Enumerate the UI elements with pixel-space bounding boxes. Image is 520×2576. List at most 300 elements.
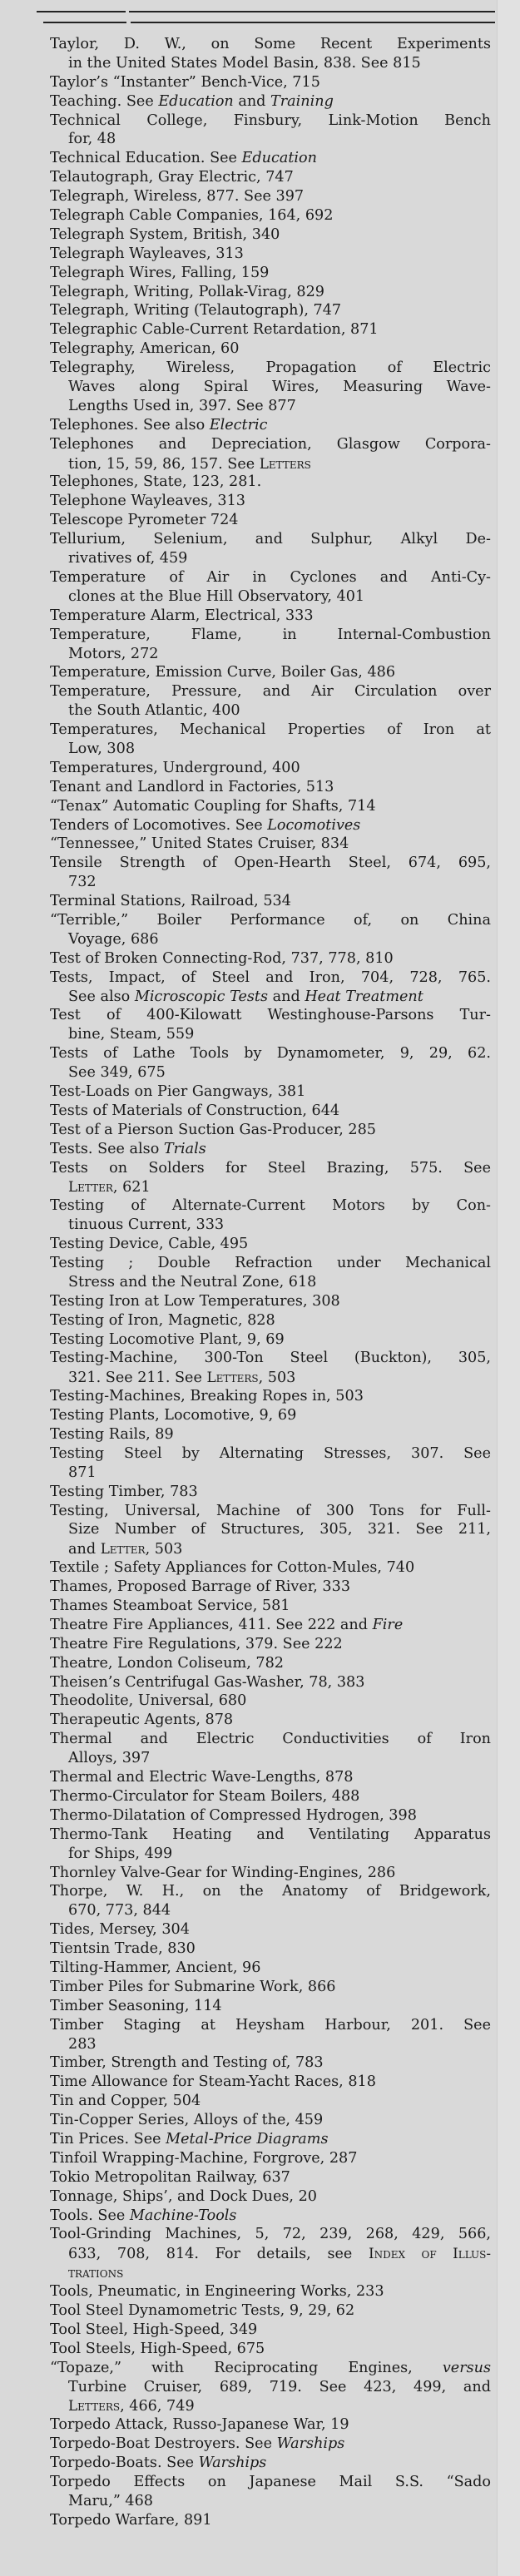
index-entry [50,2207,491,2226]
entry-heading-line [50,1806,491,1825]
entry-text: , 503 [145,1541,183,1558]
entry-heading-line [50,301,491,320]
index-entry [50,2225,491,2282]
index-entry [50,1558,491,1578]
entry-text: Testing Iron at Low Temperatures, 308 [50,1292,340,1310]
entry-heading-line [50,187,491,206]
entry-heading-line [50,2454,491,2473]
entry-heading-line [50,1882,491,1901]
entry-continuation-line [50,2263,491,2282]
entry-heading-line [50,1159,491,1178]
entry-text: Tientsin Trade, 830 [50,1940,196,1958]
index-entry [50,949,491,968]
index-entry [50,1502,491,1559]
entry-continuation-line [50,1539,491,1558]
entry-text: Tool-Grinding Machines, 5, 72, 239, 268, 429, 566, [50,2226,491,2243]
entry-heading-line [50,492,491,511]
entry-heading-line [50,2415,491,2435]
index-entry [50,1006,491,1044]
index-entry [50,1159,491,1197]
entry-text: Tests. See also [50,1140,164,1157]
index-entry [50,149,491,168]
entry-text: Teaching. See [50,92,159,110]
index-entry [50,1711,491,1730]
index-entry [50,835,491,854]
entry-text: Thermal and Electric Wave-Lengths, 878 [50,1769,354,1786]
index-entry [50,1768,491,1787]
entry-text: , 621 [112,1179,151,1196]
entry-heading-line [50,283,491,302]
entry-text: Telephones, State, 123, 281. [50,473,262,491]
entry-heading-line [50,1978,491,1997]
entry-text: Torpedo Attack, Russo-Japanese War, 19 [50,2416,349,2434]
entry-text: “Terrible,” Boiler Performance of, on China [50,911,491,929]
entry-text: Temperature, Pressure, and Air Circulation over [50,683,491,701]
entry-text: “Topaze,” with Reciprocating Engines, [50,2359,443,2376]
entry-text: Telegraph, Wireless, 877. See 397 [50,188,305,206]
entry-continuation-line [50,1025,491,1044]
entry-heading-line [50,1787,491,1806]
entry-text: Telegraph System, British, 340 [50,225,280,243]
index-entry [50,359,491,416]
index-entry [50,1978,491,1997]
cross-reference-italic: Education [158,92,234,110]
index-entry [50,1825,491,1864]
entry-heading-line [50,339,491,359]
header-rule [43,22,126,23]
entry-text: Thorpe, W. H., on the Anatomy of Bridgework, [50,1883,491,1900]
entry-continuation-line [50,1749,491,1768]
entry-text: Thermo-Circulator for Steam Boilers, 488 [50,1787,360,1805]
cross-reference-small-caps: Letter [68,1178,113,1196]
index-entry [50,187,491,206]
index-entry [50,1616,491,1635]
entry-text: Theisen’s Centrifugal Gas-Washer, 78, 383 [50,1673,365,1691]
index-entry [50,2149,491,2168]
entry-text: Theatre, London Coliseum, 782 [50,1654,284,1672]
entry-text: Telegraph, Writing, Pollak-Virag, 829 [50,283,324,300]
index-entry [50,1882,491,1920]
page-edge [497,0,520,2576]
index-entry [50,2435,491,2454]
entry-text: Testing ; Double Refraction under Mechanical [50,1255,491,1271]
index-entry [50,1730,491,1768]
entry-heading-line [50,1292,491,1311]
entry-text: Size Number of Structures, 305, 321. See 211, [68,1521,491,1538]
entry-text: in the United States Model Basin, 838. See 815 [68,54,421,72]
index-entry [50,1959,491,1978]
index-entry [50,2168,491,2187]
entry-text: 732 [68,874,97,891]
entry-text: Temperature of Air in Cyclones and Anti-Cy- [50,568,491,586]
index-entry [50,1654,491,1673]
index-entry [50,1692,491,1711]
index-entry [50,1254,491,1292]
entry-heading-line [50,2435,491,2454]
index-entry [50,1349,491,1387]
index-entry [50,2321,491,2340]
index-entry [50,320,491,339]
entry-text: Tides, Mersey, 304 [50,1921,190,1939]
entry-text: clones at the Blue Hill Observatory, 401 [68,587,365,605]
entry-continuation-line [50,130,491,149]
entry-text: Tests of Lathe Tools by Dynamometer, 9, 29, 62. [50,1045,491,1063]
entry-text: Tests of Materials of Construction, 644 [50,1102,340,1119]
entry-text: Tin Prices. See [50,2130,166,2147]
entry-text: Telautograph, Gray Electric, 747 [50,169,294,186]
entry-heading-line [50,2340,491,2359]
index-entry [50,1235,491,1254]
entry-continuation-line [50,397,491,416]
index-entry [50,2340,491,2359]
entry-continuation-line [50,549,491,568]
cross-reference-italic: Training [270,92,334,110]
index-entry [50,2473,491,2511]
index-entry [50,2053,491,2073]
index-entry [50,2301,491,2321]
cross-reference-italic: Heat Treatment [305,988,423,1005]
entry-text: Temperatures, Mechanical Properties of Iron at [50,721,491,739]
entry-text: Tool Steel, High-Speed, 349 [50,2321,258,2338]
entry-text: Thermo-Dilatation of Compressed Hydrogen, 398 [50,1806,417,1824]
entry-heading-line [50,511,491,530]
entry-heading-line [50,911,491,930]
entry-heading-line [50,568,491,587]
entry-continuation-line [50,454,491,473]
entry-heading-line [50,2225,491,2244]
entry-heading-line [50,1044,491,1063]
index-entry [50,492,491,511]
index-entry [50,168,491,187]
entry-heading-line [50,1920,491,1939]
entry-text: Tool Steels, High-Speed, 675 [50,2340,265,2357]
entry-heading-line [50,1578,491,1597]
entry-text: Taylor’s “Instanter” Bench-Vice, 715 [50,73,320,91]
entry-text: Turbine Cruiser, 689, 719. See 423, 499, and [68,2378,491,2395]
entry-heading-line [50,1768,491,1787]
cross-reference-italic: Electric [209,416,268,433]
index-entry [50,1406,491,1425]
entry-heading-line [50,2511,491,2530]
entry-text: Time Allowance for Steam-Yacht Races, 818 [50,2073,376,2091]
entry-text: Thornley Valve-Gear for Winding-Engines, 286 [50,1864,396,1881]
index-entry [50,1311,491,1330]
entry-heading-line [50,35,491,54]
index-entry [50,2454,491,2473]
index-entry [50,2111,491,2130]
entry-text: Tokio Metropolitan Railway, 637 [50,2168,290,2186]
index-entry [50,1425,491,1444]
entry-text: Tests, Impact, of Steel and Iron, 704, 728, 765. [50,968,491,986]
entry-heading-line [50,2016,491,2035]
index-entry [50,1330,491,1350]
entry-text: Torpedo-Boat Destroyers. See [50,2435,277,2453]
cross-reference-small-caps: Index of Illus- [369,2245,491,2262]
index-entry [50,435,491,473]
header-rule [129,11,495,12]
index-entry [50,1196,491,1235]
entry-heading-line [50,2168,491,2187]
entry-heading-line [50,73,491,92]
entry-continuation-line [50,2396,491,2415]
index-entry [50,2511,491,2530]
index-entry [50,816,491,835]
index-entry [50,663,491,682]
entry-text: Test of Broken Connecting-Rod, 737, 778, 810 [50,949,394,967]
entry-text: Low, 308 [68,740,136,757]
entry-continuation-line [50,930,491,949]
index-entry [50,1444,491,1483]
entry-heading-line [50,797,491,816]
entry-continuation-line [50,1368,491,1387]
entry-heading-line [50,682,491,701]
entry-heading-line [50,111,491,131]
entry-heading-line [50,2359,491,2378]
entry-heading-line [50,1997,491,2016]
entry-heading-line [50,473,491,492]
entry-text: and [233,92,271,110]
entry-text: Telephone Wayleaves, 313 [50,493,245,510]
entry-continuation-line [50,2492,491,2511]
cross-reference-italic: Fire [372,1616,404,1633]
entry-continuation-line [50,1177,491,1196]
index-entry [50,1864,491,1883]
entry-text: Testing Locomotive Plant, 9, 69 [50,1330,285,1348]
index-entry [50,682,491,721]
entry-heading-line [50,2473,491,2492]
entry-heading-line [50,1635,491,1654]
entry-text: Telegraphy, American, 60 [50,340,240,358]
entry-heading-line [50,1006,491,1025]
entry-continuation-line [50,1845,491,1864]
index-entry [50,111,491,150]
entry-text: Telegraph Wires, Falling, 159 [50,264,270,281]
index-entry [50,626,491,664]
entry-continuation-line [50,645,491,664]
entry-heading-line [50,1825,491,1845]
entry-text: Testing-Machine, 300-Ton Steel (Buckton), 305, [50,1350,491,1367]
entry-text: 283 [68,2035,97,2053]
entry-text: Telegraph Wayleaves, 313 [50,245,244,262]
index-entry [50,339,491,359]
entry-text: Tonnage, Ships’, and Dock Dues, 20 [50,2187,317,2205]
entry-heading-line [50,2053,491,2073]
entry-heading-line [50,416,491,435]
index-entry [50,1920,491,1939]
entry-text: Thames Steamboat Service, 581 [50,1598,290,1615]
entry-heading-line [50,264,491,283]
entry-text: , 466, 749 [120,2398,195,2415]
entry-text: Tin-Copper Series, Alloys of the, 459 [50,2112,324,2129]
index-entry [50,206,491,225]
cross-reference-italic: Metal-Price Diagrams [166,2130,329,2147]
entry-text: Tools, Pneumatic, in Engineering Works, 233 [50,2283,384,2301]
entry-text: Testing-Machines, Breaking Ropes in, 503 [50,1388,364,1405]
entry-continuation-line [50,1520,491,1539]
index-entry [50,245,491,264]
entry-text: and [268,988,305,1005]
index-entry [50,92,491,111]
entry-continuation-line [50,54,491,73]
entry-heading-line [50,168,491,187]
entry-text: Theatre Fire Appliances, 411. See 222 and [50,1616,373,1633]
entry-text: Test-Loads on Pier Gangways, 381 [50,1082,306,1100]
cross-reference-italic: Machine-Tools [129,2207,237,2224]
cross-reference-small-caps: Letters [206,1369,259,1386]
entry-heading-line [50,968,491,988]
entry-continuation-line [50,1464,491,1483]
index-entry [50,2282,491,2301]
index-entry [50,1292,491,1311]
entry-heading-line [50,2187,491,2207]
entry-heading-line [50,2321,491,2340]
cross-reference-small-caps: Letter [100,1540,146,1558]
index-entry [50,1787,491,1806]
entry-heading-line [50,778,491,797]
entry-text: Timber Piles for Submarine Work, 866 [50,1978,336,1995]
entry-continuation-line [50,2035,491,2054]
index-entry [50,968,491,1007]
entry-text: Testing, Universal, Machine of 300 Tons for Full- [50,1502,491,1519]
entry-heading-line [50,1616,491,1635]
index-entry [50,35,491,73]
index-entry [50,1673,491,1692]
entry-text: Taylor, D. W., on Some Recent Experiments [50,36,491,52]
entry-heading-line [50,1711,491,1730]
entry-text: Timber Staging at Heysham Harbour, 201. See [50,2016,491,2034]
entry-heading-line [50,892,491,911]
entry-text: Telegraphic Cable-Current Retardation, 871 [50,321,379,339]
index-entry [50,911,491,949]
entry-text: Testing Plants, Locomotive, 9, 69 [50,1407,297,1424]
entry-text: Tenders of Locomotives. See [50,816,268,834]
entry-heading-line [50,2092,491,2111]
entry-heading-line [50,721,491,740]
entry-text: rivatives of, 459 [68,550,188,567]
entry-text: Temperature, Emission Curve, Boiler Gas, 486 [50,664,396,681]
entry-text: Theodolite, Universal, 680 [50,1692,247,1710]
entry-text: Tin and Copper, 504 [50,2093,201,2110]
entry-heading-line [50,1939,491,1959]
entry-text: Testing Steel by Alternating Stresses, 307. See [50,1444,491,1462]
entry-text: Stress and the Neutral Zone, 618 [68,1273,317,1290]
index-entry [50,568,491,607]
entry-heading-line [50,1140,491,1159]
entry-heading-line [50,607,491,626]
cross-reference-italic: Warships [276,2435,345,2453]
index-entry [50,283,491,302]
entry-heading-line [50,149,491,168]
index-entry [50,1102,491,1121]
entry-text: Timber, Strength and Testing of, 783 [50,2054,324,2072]
entry-heading-line [50,92,491,111]
entry-text: Test of 400-Kilowatt Westinghouse-Parsons Tur- [50,1007,491,1024]
entry-heading-line [50,816,491,835]
entry-text: Telephones and Depreciation, Glasgow Corpora- [50,435,491,453]
index-entry [50,225,491,245]
entry-heading-line [50,1196,491,1216]
entry-heading-line [50,2130,491,2149]
index-entry [50,2359,491,2416]
entry-text: Timber Seasoning, 114 [50,1997,222,2014]
subject-index-column [50,35,491,2530]
entry-text: Lengths Used in, 397. See 877 [68,397,296,414]
entry-continuation-line [50,701,491,721]
entry-continuation-line [50,740,491,759]
index-entry [50,1387,491,1406]
index-entry [50,2415,491,2435]
index-entry [50,530,491,568]
entry-text: Torpedo Warfare, 891 [50,2511,212,2529]
entry-heading-line [50,1330,491,1350]
header-rule [131,22,495,23]
entry-text: Technical Education. See [50,150,242,167]
index-entry [50,721,491,759]
entry-text: Thermal and Electric Conductivities of Iron [50,1731,491,1748]
entry-text: Tensile Strength of Open-Hearth Steel, 674, 695, [50,855,491,872]
entry-text: Testing Rails, 89 [50,1426,174,1444]
index-entry [50,2187,491,2207]
entry-text: Temperature Alarm, Electrical, 333 [50,607,314,624]
entry-heading-line [50,626,491,645]
entry-text: Tools. See [50,2207,130,2224]
index-entry [50,1483,491,1502]
entry-text: Telegraph, Writing (Telautograph), 747 [50,302,342,320]
entry-heading-line [50,1483,491,1502]
entry-text: for, 48 [68,131,116,148]
cross-reference-small-caps: trations [68,2264,124,2281]
index-entry [50,2016,491,2054]
entry-heading-line [50,1121,491,1140]
entry-text: Tests on Solders for Steel Brazing, 575. See [50,1159,491,1177]
index-entry [50,1939,491,1959]
entry-heading-line [50,1558,491,1578]
entry-text: tinuous Current, 333 [68,1216,225,1234]
entry-text: , 503 [258,1370,296,1387]
index-entry [50,416,491,435]
entry-text: Therapeutic Agents, 878 [50,1712,234,1729]
entry-heading-line [50,1311,491,1330]
index-entry [50,778,491,797]
entry-heading-line [50,1349,491,1368]
entry-heading-line [50,2282,491,2301]
entry-heading-line [50,206,491,225]
entry-text: “Tenax” Automatic Coupling for Shafts, 714 [50,797,376,815]
index-entry [50,1806,491,1825]
entry-text: Temperature, Flame, in Internal-Combustion [50,626,491,643]
entry-text: Tenant and Landlord in Factories, 513 [50,778,334,795]
entry-continuation-line [50,1216,491,1235]
index-entry [50,1578,491,1597]
entry-text: Tellurium, Selenium, and Sulphur, Alkyl De- [50,531,491,548]
entry-text: Telescope Pyrometer 724 [50,512,239,529]
entry-heading-line [50,1597,491,1616]
entry-text: for Ships, 499 [68,1845,173,1862]
entry-text: 633, 708, 814. For details, see [68,2246,369,2263]
index-entry [50,1082,491,1102]
cross-reference-italic: Trials [163,1140,206,1157]
cross-reference-italic: Education [241,150,317,167]
entry-heading-line [50,530,491,549]
cross-reference-italic: Locomotives [267,816,361,834]
entry-heading-line [50,1864,491,1883]
entry-text: Thames, Proposed Barrage of River, 333 [50,1578,351,1596]
entry-text: Tool Steel Dynamometric Tests, 9, 29, 62 [50,2301,355,2319]
index-entry [50,854,491,892]
entry-heading-line [50,1444,491,1464]
entry-text: See also [68,988,135,1005]
entry-heading-line [50,245,491,264]
